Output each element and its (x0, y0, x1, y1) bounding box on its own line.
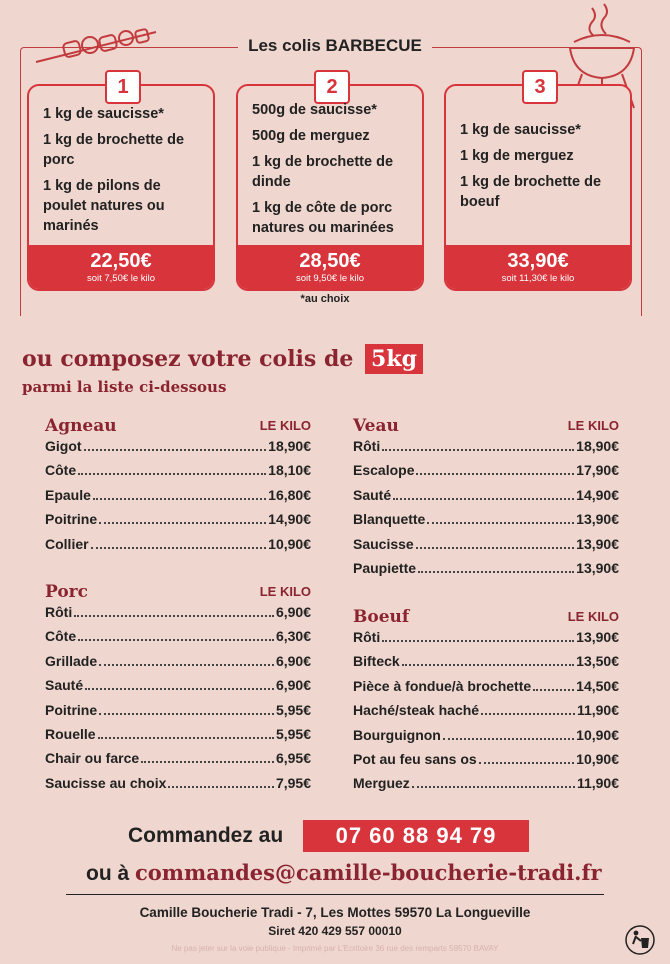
price-row: Merguez 11,90€ (353, 775, 619, 792)
category-name: Agneau (45, 416, 117, 436)
phone-number[interactable]: 07 60 88 94 79 (303, 820, 529, 852)
category-name: Porc (45, 582, 88, 602)
price-row: Rouelle 5,95€ (45, 725, 311, 742)
price-row: Chair ou farce 6,95€ (45, 750, 311, 767)
price-row: Bifteck 13,50€ (353, 653, 619, 670)
pack-price (29, 245, 213, 289)
divider (66, 894, 604, 895)
order-phone-label: Commandez au (128, 824, 284, 847)
price-row: Sauté 14,90€ (353, 486, 619, 503)
price-row: Pièce à fondue/à brochette 14,50€ (353, 677, 619, 694)
category-veau (353, 416, 619, 584)
category-boeuf (353, 607, 619, 800)
email-link[interactable]: commandes@camille-boucherie-tradi.fr (135, 860, 602, 885)
pack-item: 1 kg de brochette de porc (43, 132, 185, 168)
pack-price-value: 22,50€ (90, 250, 152, 272)
category-name: Boeuf (353, 607, 410, 627)
pack-price-per-kilo: soit 11,30€ le kilo (501, 273, 575, 284)
price-row: Grillade 6,90€ (45, 652, 311, 669)
price-row: Haché/steak haché 11,90€ (353, 702, 619, 719)
price-row: Rôti 6,90€ (45, 604, 311, 620)
pack-price (238, 245, 422, 289)
category-porc (45, 582, 311, 799)
price-row: Sauté 6,90€ (45, 677, 311, 694)
price-row: Poitrine 5,95€ (45, 701, 311, 718)
compose-title-text: ou composez votre colis de (22, 346, 354, 372)
siret: Siret 420 429 557 00010 (268, 924, 402, 938)
category-unit: LE KILO (567, 609, 619, 624)
category-agneau (45, 416, 311, 560)
pack-item: 1 kg de merguez (460, 148, 574, 164)
order-mail-line (86, 860, 602, 886)
price-row: Saucisse 13,90€ (353, 535, 619, 552)
pack-number: 3 (522, 70, 558, 104)
price-row: Escalope 17,90€ (353, 462, 619, 479)
compose-weight-badge: 5kg (365, 344, 423, 374)
order-mail-label: ou à (86, 862, 130, 885)
price-row: Gigot 18,90€ (45, 438, 311, 454)
pack-item: 500g de saucisse* (252, 102, 377, 118)
recycle-bin-icon (624, 924, 656, 956)
category-unit: LE KILO (259, 584, 311, 599)
price-row: Collier 10,90€ (45, 535, 311, 552)
price-row: Paupiette 13,90€ (353, 559, 619, 576)
barbecue-title: Les colis BARBECUE (0, 36, 670, 56)
pack-item: 500g de merguez (252, 128, 370, 144)
barbecue-pack-1 (27, 76, 215, 291)
price-row: Saucisse au choix 7,95€ (45, 774, 311, 791)
skewer-icon (34, 24, 158, 68)
category-unit: LE KILO (259, 418, 311, 433)
pack-number: 2 (314, 70, 350, 104)
footnote: *au choix (300, 293, 350, 305)
price-row: Pot au feu sans os 10,90€ (353, 750, 619, 767)
pack-item: 1 kg de pilons de poulet natures ou marinés (43, 178, 165, 234)
pack-price-per-kilo: soit 9,50€ le kilo (295, 273, 365, 284)
pack-item: 1 kg de brochette de dinde (252, 154, 394, 190)
price-row: Bourguignon 10,90€ (353, 726, 619, 743)
legal-notice: Ne pas jeter sur la voie publique - Imprimé par L'Ecritoire 36 rue des remparts 59570 BAVAY (171, 944, 499, 953)
category-unit: LE KILO (567, 418, 619, 433)
price-row: Poitrine 14,90€ (45, 511, 311, 528)
price-row: Côte 6,30€ (45, 628, 311, 645)
price-row: Blanquette 13,90€ (353, 511, 619, 528)
pack-price-value: 28,50€ (299, 250, 361, 272)
price-row: Rôti 18,90€ (353, 438, 619, 454)
pack-item: 1 kg de brochette de boeuf (460, 174, 602, 210)
pack-price-per-kilo: soit 7,50€ le kilo (86, 273, 156, 284)
pack-price-value: 33,90€ (507, 250, 569, 272)
price-row: Côte 18,10€ (45, 462, 311, 479)
pack-number: 1 (105, 70, 141, 104)
barbecue-pack-2 (236, 76, 424, 291)
category-name: Veau (353, 416, 399, 436)
pack-item: 1 kg de saucisse* (460, 122, 581, 138)
compose-title (22, 344, 423, 374)
price-row: Rôti 13,90€ (353, 629, 619, 645)
pack-item: 1 kg de côte de porc natures ou marinées (252, 200, 394, 236)
compose-subtitle: parmi la liste ci-dessous (22, 378, 227, 396)
barbecue-pack-3 (444, 76, 632, 291)
pack-price (446, 245, 630, 289)
address: Camille Boucherie Tradi - 7, Les Mottes 59570 La Longueville (139, 905, 531, 920)
price-row: Epaule 16,80€ (45, 486, 311, 503)
pack-item: 1 kg de saucisse* (43, 106, 164, 122)
